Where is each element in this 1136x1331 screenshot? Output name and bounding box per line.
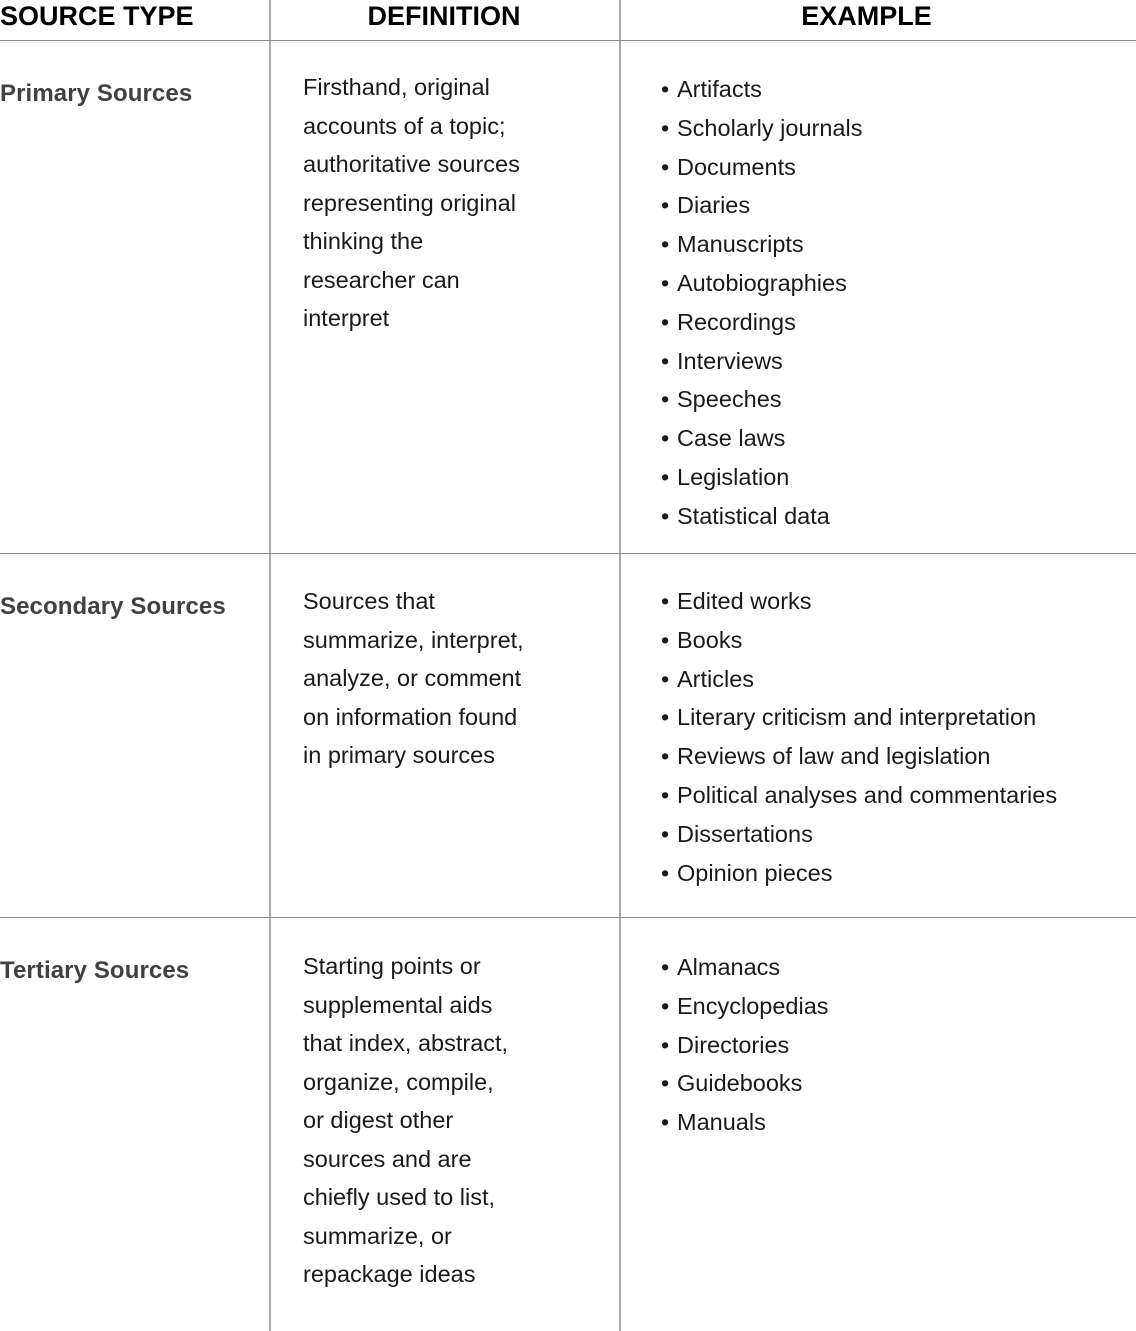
bullet-icon: • <box>661 347 670 374</box>
definition-line: representing original <box>303 189 516 216</box>
definition-line: or digest other <box>303 1107 454 1133</box>
example-bullet-item <box>661 109 1131 148</box>
bullet-icon: • <box>661 192 670 219</box>
bullet-icon: • <box>661 588 670 614</box>
bullet-icon: • <box>661 1109 670 1136</box>
example-bullet-item <box>661 582 1131 621</box>
definition-line: Starting points or <box>303 953 481 979</box>
example-bullet-item <box>661 380 1131 419</box>
definition-line: accounts of a topic; <box>303 112 506 139</box>
example-bullet-label: Political analyses and commentaries <box>677 781 1058 808</box>
row-examples-primary-sources <box>661 70 1131 536</box>
example-bullet-label: Legislation <box>677 463 790 490</box>
example-bullet-label: Diaries <box>677 192 751 219</box>
example-bullet-item <box>661 776 1131 815</box>
example-bullet-item <box>661 660 1131 699</box>
example-bullet-item <box>661 1026 1131 1065</box>
example-bullet-label: Reviews of law and legislation <box>677 743 991 770</box>
bullet-icon: • <box>661 626 670 653</box>
example-bullet-label: Statistical data <box>677 502 830 529</box>
definition-line: researcher can <box>303 266 460 293</box>
table-row <box>0 41 1136 553</box>
example-bullet-label: Autobiographies <box>677 269 847 296</box>
bullet-icon: • <box>661 425 670 452</box>
bullet-icon: • <box>661 308 670 335</box>
example-bullet-label: Directories <box>677 1031 790 1058</box>
bullet-icon: • <box>661 153 670 180</box>
example-bullet-item <box>661 1103 1131 1142</box>
row-definition-tertiary-sources <box>303 947 593 1294</box>
bullet-icon: • <box>661 781 670 808</box>
example-bullet-label: Literary criticism and interpretation <box>677 704 1037 731</box>
definition-line: organize, compile, <box>303 1068 494 1095</box>
example-bullet-item <box>661 698 1131 737</box>
example-bullet-label: Artifacts <box>677 76 762 102</box>
example-bullet-label: Manuscripts <box>677 231 804 258</box>
definition-line: on information found <box>303 703 518 730</box>
bullet-icon: • <box>661 76 670 102</box>
table-header-row <box>0 0 1136 40</box>
example-bullet-item <box>661 342 1131 381</box>
example-bullet-label: Case laws <box>677 425 786 452</box>
definition-line: Sources that <box>303 588 435 614</box>
example-bullet-item <box>661 148 1131 187</box>
example-bullet-item <box>661 1064 1131 1103</box>
example-bullet-label: Documents <box>677 153 796 180</box>
example-bullet-item <box>661 854 1131 893</box>
bullet-icon: • <box>661 114 670 141</box>
table-row <box>0 554 1136 917</box>
example-bullet-label: Manuals <box>677 1109 766 1136</box>
example-bullet-item <box>661 621 1131 660</box>
column-header-definition: DEFINITION <box>367 1 521 31</box>
example-bullet-item <box>661 186 1131 225</box>
example-bullet-label: Guidebooks <box>677 1070 803 1097</box>
definition-line: summarize, interpret, <box>303 626 524 653</box>
example-bullet-item <box>661 737 1131 776</box>
definition-line: interpret <box>303 305 390 331</box>
bullet-icon: • <box>661 463 670 490</box>
bullet-icon: • <box>661 502 670 529</box>
definition-line: Firsthand, original <box>303 74 490 100</box>
bullet-icon: • <box>661 269 670 296</box>
row-definition-secondary-sources <box>303 582 593 775</box>
definition-line: thinking the <box>303 228 424 254</box>
example-bullet-item <box>661 303 1131 342</box>
definition-line: repackage ideas <box>303 1261 476 1287</box>
example-bullet-label: Encyclopedias <box>677 992 829 1019</box>
bullet-icon: • <box>661 954 670 980</box>
row-examples-tertiary-sources <box>661 948 1131 1142</box>
example-bullet-item <box>661 225 1131 264</box>
example-bullet-label: Dissertations <box>677 820 813 847</box>
column-header-example: EXAMPLE <box>801 1 932 31</box>
bullet-icon: • <box>661 665 670 692</box>
example-bullet-label: Books <box>677 626 743 653</box>
example-bullet-item <box>661 264 1131 303</box>
definition-line: in primary sources <box>303 742 495 768</box>
bullet-icon: • <box>661 820 670 847</box>
example-bullet-item <box>661 987 1131 1026</box>
example-bullet-label: Scholarly journals <box>677 114 863 141</box>
example-bullet-label: Opinion pieces <box>677 859 833 886</box>
column-header-source-type: SOURCE TYPE <box>0 1 194 31</box>
example-bullet-label: Articles <box>677 665 755 692</box>
bullet-icon: • <box>661 743 670 770</box>
bullet-icon: • <box>661 231 670 258</box>
definition-line: sources and are <box>303 1145 472 1172</box>
definition-line: that index, abstract, <box>303 1030 509 1056</box>
example-bullet-item <box>661 70 1131 109</box>
bullet-icon: • <box>661 1031 670 1058</box>
bullet-icon: • <box>661 992 670 1019</box>
row-examples-secondary-sources <box>661 582 1131 892</box>
example-bullet-item <box>661 419 1131 458</box>
example-bullet-label: Speeches <box>677 386 782 413</box>
example-bullet-label: Edited works <box>677 588 812 614</box>
definition-line: chiefly used to list, <box>303 1184 496 1210</box>
row-label-secondary-sources: Secondary Sources <box>0 593 226 620</box>
bullet-icon: • <box>661 386 670 413</box>
row-label-primary-sources: Primary Sources <box>0 80 193 107</box>
bullet-icon: • <box>661 704 670 731</box>
example-bullet-label: Recordings <box>677 308 796 335</box>
table-row <box>0 918 1136 1331</box>
example-bullet-item <box>661 815 1131 854</box>
example-bullet-item <box>661 458 1131 497</box>
example-bullet-item <box>661 497 1131 536</box>
example-bullet-label: Almanacs <box>677 954 781 980</box>
definition-line: supplemental aids <box>303 991 493 1018</box>
bullet-icon: • <box>661 859 670 886</box>
example-bullet-item <box>661 948 1131 987</box>
definition-line: authoritative sources <box>303 151 520 177</box>
bullet-icon: • <box>661 1070 670 1097</box>
example-bullet-label: Interviews <box>677 347 783 374</box>
definition-line: summarize, or <box>303 1222 452 1249</box>
definition-line: analyze, or comment <box>303 665 522 691</box>
row-definition-primary-sources <box>303 68 593 338</box>
row-label-tertiary-sources: Tertiary Sources <box>0 957 190 984</box>
